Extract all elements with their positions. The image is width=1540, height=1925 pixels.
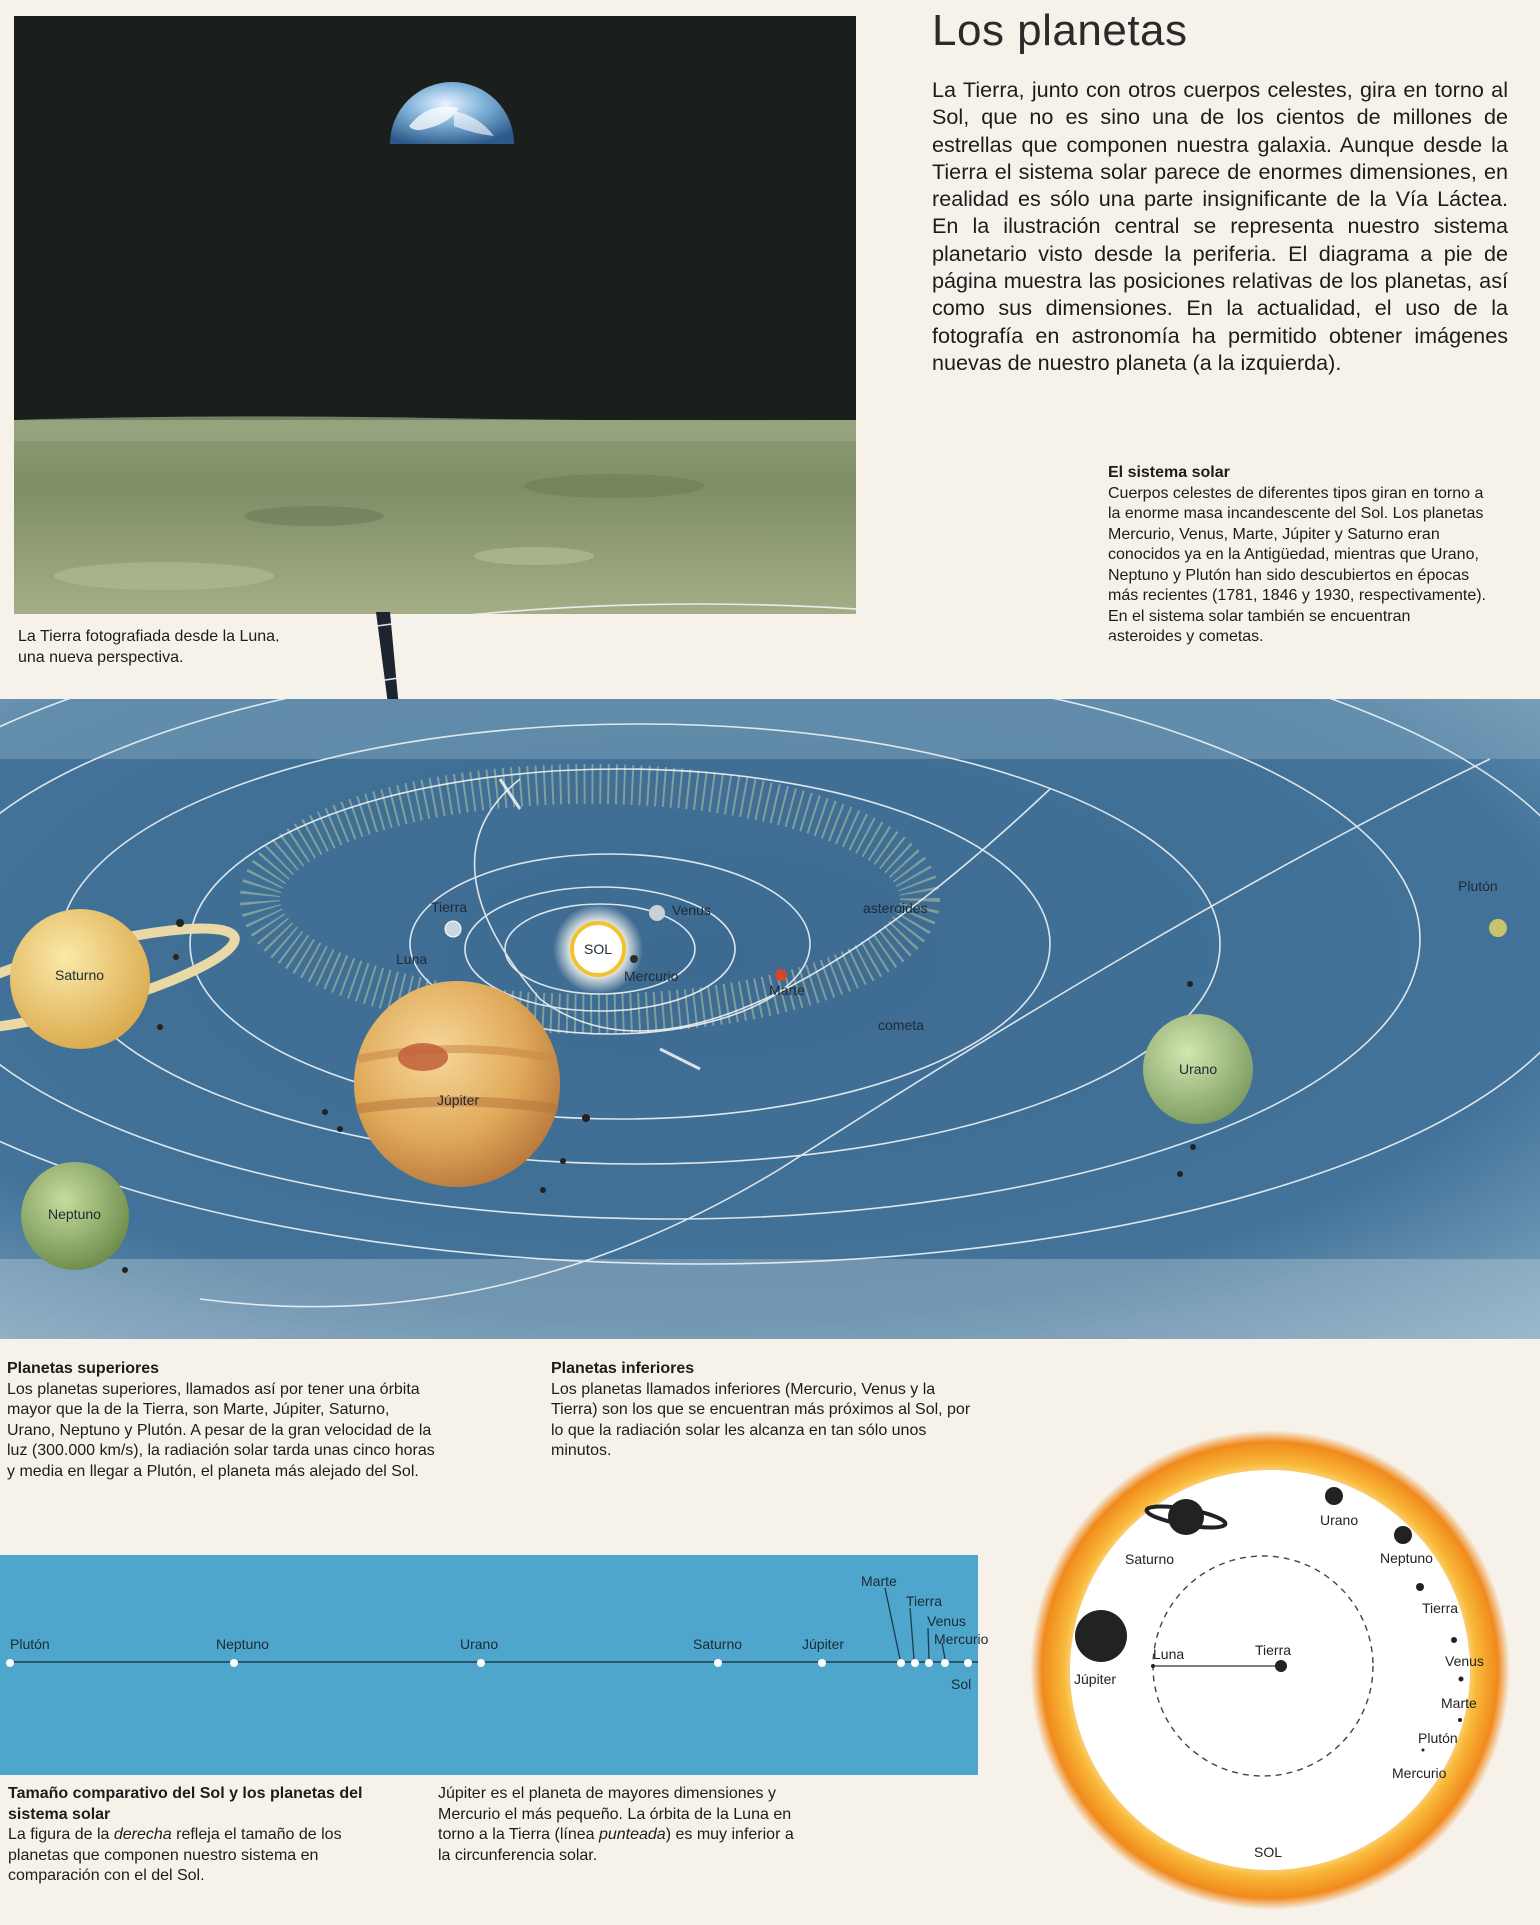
mercury-planet: [630, 955, 638, 963]
label-saturno: Saturno: [55, 967, 105, 983]
label-sol: SOL: [583, 941, 613, 957]
planetas-superiores-caption: [7, 1359, 437, 1482]
label-neptuno: Neptuno: [48, 1206, 101, 1222]
sun-mercurio: [1422, 1749, 1425, 1752]
distance-strip: [0, 1555, 989, 1775]
solar-system-illustration: [0, 699, 1540, 1339]
sun-label-neptuno: Neptuno: [1380, 1550, 1433, 1566]
sun-marte: [1459, 1677, 1464, 1682]
sun-jupiter: [1075, 1610, 1127, 1662]
label-tierra: Tierra: [431, 899, 468, 915]
earth-from-moon-image: [14, 16, 856, 614]
sun-pluton: [1458, 1718, 1462, 1722]
strip-label-marte: Marte: [861, 1573, 897, 1589]
strip-label-neptuno: Neptuno: [216, 1636, 269, 1652]
photo-caption: La Tierra fotografiada desde la Luna, una nueva perspectiva.: [18, 628, 280, 666]
planetas-inferiores-caption: [551, 1359, 981, 1462]
sun-label-tierra-small: Tierra: [1422, 1600, 1459, 1616]
sun-label-mercurio: Mercurio: [1392, 1765, 1447, 1781]
sun-label-saturno: Saturno: [1125, 1551, 1175, 1567]
superiores-title: Planetas superiores: [7, 1360, 160, 1377]
earth-from-moon-photo: [14, 16, 856, 614]
sun-size-diagram: [1005, 1420, 1535, 1920]
sun-label-marte: Marte: [1441, 1695, 1477, 1711]
label-urano: Urano: [1179, 1061, 1218, 1077]
comparativo-text: La figura de la derecha refleja el tamaño de los planetas que componen nuestro sistema en comparación con el del Sol.: [8, 1826, 342, 1884]
sistema-solar-text: Cuerpos celestes de diferentes tipos giran en torno a la enorme masa incandescente del Sol. Los planetas Mercurio, Venus, Marte, Júpiter y Saturno eran conocidos ya en la Antigüedad, mientras que Urano, Neptuno y Plutón han sido descubiertos en épocas más recientes (1781, 1846 y 1930, respectivamente). En el sistema solar también se encuentran asteroides y cometas.: [1108, 484, 1486, 645]
mars-planet: [775, 969, 787, 981]
sun-label-tierra: Tierra: [1255, 1642, 1292, 1658]
comparativo-caption: [8, 1784, 373, 1887]
label-mercurio: Mercurio: [624, 968, 679, 984]
sun-earth: [1275, 1660, 1287, 1672]
sun-earth-small: [1416, 1583, 1424, 1591]
venus-planet: [649, 905, 665, 921]
superiores-text: Los planetas superiores, llamados así por tener una órbita mayor que la de la Tierra, son Marte, Júpiter, Saturno, Urano, Neptuno y Plutón. A pesar de la gran velocidad de la luz (300.000 km/s), la radiación solar tarda unas cinco horas y media en llegar a Plutón, el planeta más alejado del Sol.: [7, 1380, 435, 1480]
strip-label-saturno: Saturno: [693, 1636, 743, 1652]
sun-label-urano: Urano: [1320, 1512, 1359, 1528]
strip-label-tierra: Tierra: [906, 1593, 943, 1609]
label-jupiter: Júpiter: [437, 1092, 480, 1108]
sun-label-jupiter: Júpiter: [1074, 1671, 1117, 1687]
jupiter-note-caption: [438, 1784, 798, 1866]
jupiter: [354, 981, 560, 1187]
intro-paragraph: La Tierra, junto con otros cuerpos celestes, gira en torno al Sol, que no es sino una de los cientos de millones de estrellas que componen nuestra galaxia. Aunque desde la Tierra el sistema solar parece de enormes dimensiones, en realidad es sólo una parte insignificante de la Vía Láctea. En la ilustración central se representa nuestro sistema planetario visto desde la periferia. El diagrama a pie de página muestra las posiciones relativas de los planetas, así como sus dimensiones. En la actualidad, el uso de la fotografía en astronomía ha permitido obtener imágenes nuevas de nuestro planeta (a la izquierda).: [932, 77, 1508, 375]
label-pluton: Plutón: [1458, 878, 1498, 894]
earth-planet: [445, 921, 461, 937]
sistema-solar-caption: [1108, 463, 1486, 648]
label-venus: Venus: [672, 902, 711, 918]
sun-label-venus: Venus: [1445, 1653, 1484, 1669]
label-marte: Marte: [769, 982, 805, 998]
sun-neptune: [1394, 1526, 1412, 1544]
sun-label-sol: SOL: [1254, 1844, 1283, 1860]
strip-label-sol: Sol: [951, 1676, 972, 1692]
inferiores-text: Los planetas llamados inferiores (Mercurio, Venus y la Tierra) son los que se encuentran más próximos al Sol, por lo que la radiación solar les alcanza en tan sólo unos minutos.: [551, 1380, 971, 1459]
label-luna: Luna: [396, 951, 428, 967]
sun-label-luna: Luna: [1153, 1646, 1185, 1662]
sistema-solar-title: El sistema solar: [1108, 464, 1230, 481]
strip-planets: [6, 1659, 972, 1667]
pluto-planet: [1489, 919, 1507, 937]
inferiores-title: Planetas inferiores: [551, 1360, 695, 1377]
strip-label-venus: Venus: [927, 1613, 966, 1629]
strip-label-mercurio: Mercurio: [934, 1631, 989, 1647]
strip-label-jupiter: Júpiter: [802, 1636, 845, 1652]
comparativo-title: Tamaño comparativo del Sol y los planetas del sistema solar: [8, 1785, 363, 1823]
sun-label-pluton: Plutón: [1418, 1730, 1458, 1746]
sun-venus: [1451, 1637, 1457, 1643]
label-cometa: cometa: [878, 1017, 924, 1033]
strip-label-pluton: Plutón: [10, 1636, 50, 1652]
page-title: Los planetas: [932, 6, 1188, 55]
sun-uranus: [1325, 1487, 1343, 1505]
jupiter-note-text: Júpiter es el planeta de mayores dimensiones y Mercurio el más pequeño. La órbita de la Luna en torno a la Tierra (línea punteada) es muy inferior a la circunferencia solar.: [438, 1785, 794, 1864]
sun-moon: [1151, 1664, 1155, 1668]
strip-label-urano: Urano: [460, 1636, 499, 1652]
label-asteroides: asteroides: [863, 900, 928, 916]
